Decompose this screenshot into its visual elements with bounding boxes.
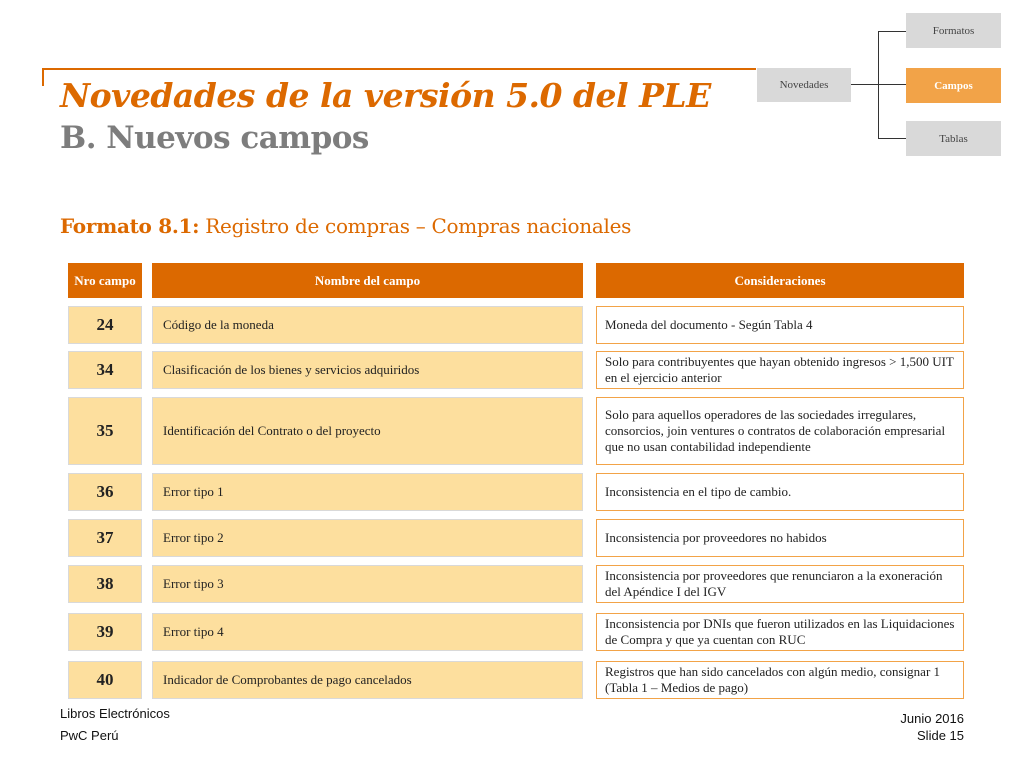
column-header-nro-campo: Nro campo bbox=[68, 263, 142, 298]
nav-connector bbox=[851, 84, 879, 85]
nav-connector-bottom bbox=[878, 138, 906, 139]
footer-slide-number: Slide 15 bbox=[917, 728, 964, 743]
table-row-num: 40 bbox=[68, 661, 142, 699]
table-row-cons: Inconsistencia por DNIs que fueron utilizados en las Liquidaciones de Compra y que ya cuentan con RUC bbox=[596, 613, 964, 651]
table-row-name: Código de la moneda bbox=[152, 306, 583, 344]
nav-root-novedades[interactable]: Novedades bbox=[757, 68, 851, 102]
table-row-num: 38 bbox=[68, 565, 142, 603]
nav-connector-vertical bbox=[878, 31, 879, 139]
nav-connector-middle bbox=[878, 84, 906, 85]
table-row-cons: Solo para contribuyentes que hayan obtenido ingresos > 1,500 UIT en el ejercicio anterior bbox=[596, 351, 964, 389]
table-row-cons: Registros que han sido cancelados con algún medio, consignar 1 (Tabla 1 – Medios de pago) bbox=[596, 661, 964, 699]
table-row-num: 24 bbox=[68, 306, 142, 344]
table-row-num: 34 bbox=[68, 351, 142, 389]
nav-item-tablas[interactable]: Tablas bbox=[906, 121, 1001, 156]
table-row-num: 39 bbox=[68, 613, 142, 651]
table-row-name: Error tipo 2 bbox=[152, 519, 583, 557]
table-row-num: 37 bbox=[68, 519, 142, 557]
table-row-name: Error tipo 1 bbox=[152, 473, 583, 511]
table-row-name: Identificación del Contrato o del proyecto bbox=[152, 397, 583, 465]
table-row-name: Clasificación de los bienes y servicios adquiridos bbox=[152, 351, 583, 389]
table-row-num: 35 bbox=[68, 397, 142, 465]
header-bracket-line bbox=[42, 68, 756, 70]
section-format-number: Formato 8.1: bbox=[60, 214, 200, 238]
page-subtitle: B. Nuevos campos bbox=[60, 120, 369, 156]
column-header-nombre: Nombre del campo bbox=[152, 263, 583, 298]
table-row-cons: Inconsistencia por proveedores no habidos bbox=[596, 519, 964, 557]
footer-company: PwC Perú bbox=[60, 728, 119, 743]
table-row-cons: Inconsistencia por proveedores que renunciaron a la exoneración del Apéndice I del IGV bbox=[596, 565, 964, 603]
header-bracket-vertical bbox=[42, 68, 44, 86]
nav-item-campos[interactable]: Campos bbox=[906, 68, 1001, 103]
nav-connector-top bbox=[878, 31, 906, 32]
section-format-name: Registro de compras – Compras nacionales bbox=[199, 214, 632, 238]
table-row-name: Indicador de Comprobantes de pago cancelados bbox=[152, 661, 583, 699]
footer-date: Junio 2016 bbox=[900, 711, 964, 726]
footer-document-name: Libros Electrónicos bbox=[60, 706, 170, 721]
section-heading bbox=[60, 214, 631, 238]
table-row-cons: Moneda del documento - Según Tabla 4 bbox=[596, 306, 964, 344]
table-row-name: Error tipo 3 bbox=[152, 565, 583, 603]
table-row-cons: Inconsistencia en el tipo de cambio. bbox=[596, 473, 964, 511]
table-row-name: Error tipo 4 bbox=[152, 613, 583, 651]
table-row-cons: Solo para aquellos operadores de las sociedades irregulares, consorcios, join ventures o contratos de colaboración empresarial que no usan contabilidad independiente bbox=[596, 397, 964, 465]
page-title: Novedades de la versión 5.0 del PLE bbox=[60, 76, 711, 115]
table-row-num: 36 bbox=[68, 473, 142, 511]
nav-item-formatos[interactable]: Formatos bbox=[906, 13, 1001, 48]
column-header-consideraciones: Consideraciones bbox=[596, 263, 964, 298]
